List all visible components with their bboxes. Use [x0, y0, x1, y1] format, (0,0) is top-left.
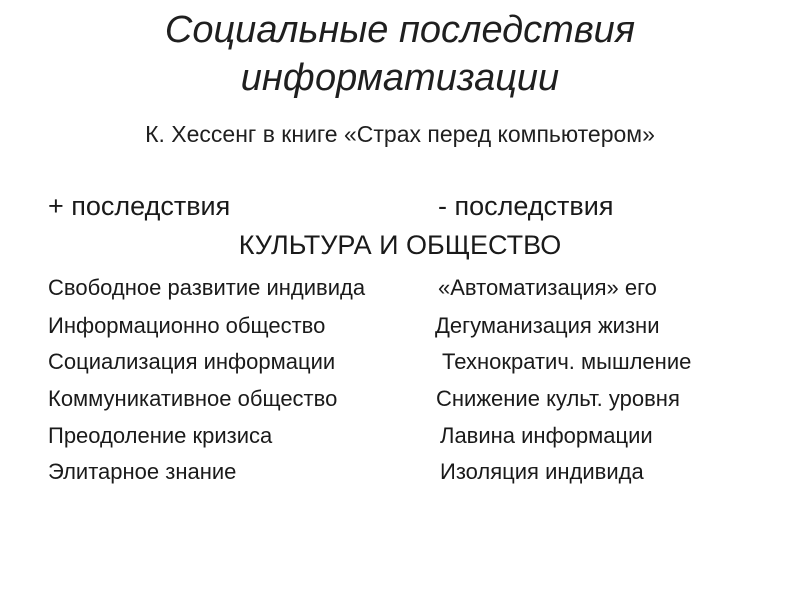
- title-line-1: Социальные последствия: [164, 9, 636, 51]
- positive-consequences-heading: + последствия: [48, 191, 231, 221]
- positive-item: Свободное развитие индивида: [48, 275, 366, 300]
- negative-item: Снижение культ. уровня: [436, 386, 680, 411]
- positive-item: Элитарное знание: [48, 459, 237, 484]
- title-line-2: информатизации: [240, 57, 560, 99]
- negative-item: «Автоматизация» его: [438, 275, 657, 300]
- negative-consequences-heading: - последствия: [438, 191, 614, 221]
- negative-item: Дегуманизация жизни: [435, 313, 660, 338]
- positive-item: Коммуникативное общество: [48, 386, 338, 411]
- consequence-row: [0, 421, 800, 451]
- positive-item: Информационно общество: [48, 313, 326, 338]
- negative-item: Изоляция индивида: [440, 459, 644, 484]
- positive-item: Преодоление кризиса: [48, 423, 273, 448]
- consequence-row: [0, 457, 800, 487]
- consequence-row: [0, 384, 800, 414]
- section-heading: КУЛЬТУРА И ОБЩЕСТВО: [238, 230, 562, 260]
- slide-subtitle: К. Хессенг в книге «Страх перед компьютером»: [145, 121, 655, 147]
- negative-item: Технократич. мышление: [442, 349, 692, 374]
- consequence-row: [0, 347, 800, 377]
- negative-item: Лавина информации: [440, 423, 653, 448]
- consequence-row: [0, 273, 800, 303]
- slide-title: [0, 6, 800, 102]
- positive-item: Социализация информации: [48, 349, 336, 374]
- consequence-row: [0, 311, 800, 341]
